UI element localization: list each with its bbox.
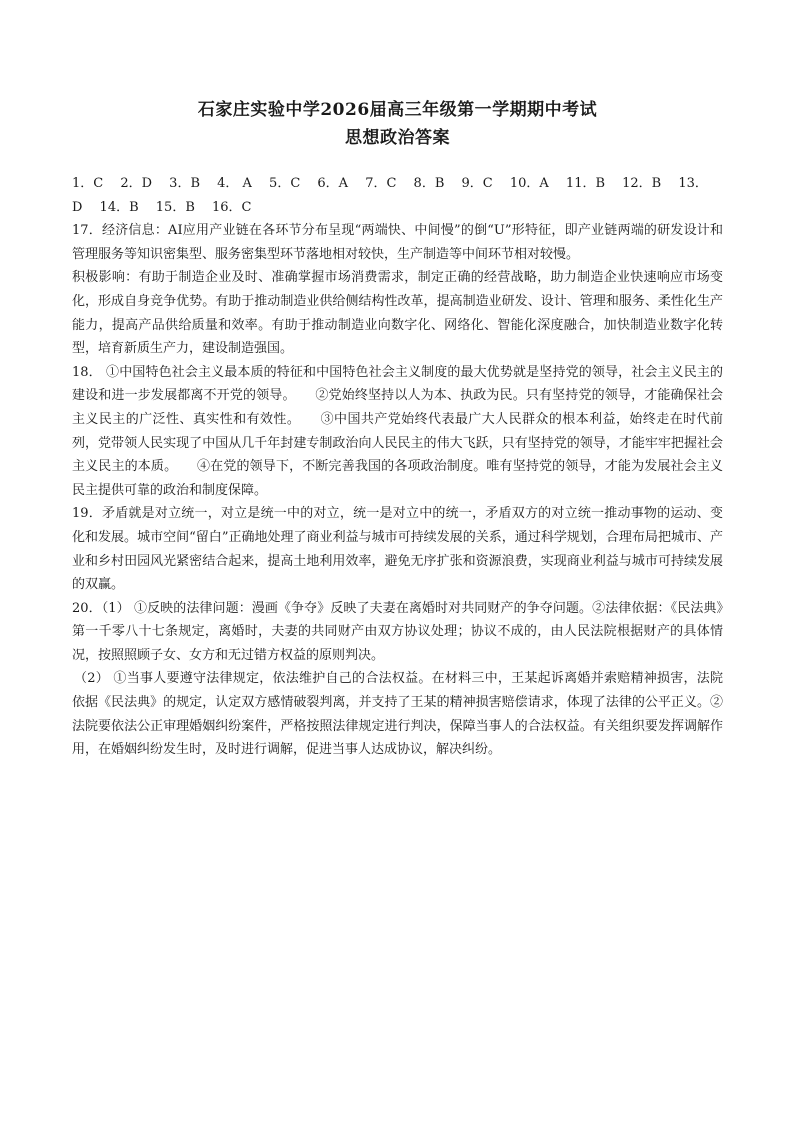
page-title: 石家庄实验中学2026届高三年级第一学期期中考试	[197, 100, 598, 120]
page-subtitle: 思想政治答案	[345, 128, 450, 148]
q17-economic-info: 17．经济信息：AI应用产业链在各环节分布呈现“两端快、中间慢”的倒“U”形特征，即产业链两端的研发设计和管理服务等知识密集型、服务密集型环节落地相对较快，生产制造等中间环节相对较慢。	[72, 223, 723, 262]
answer-content	[72, 172, 723, 762]
q20-part-2: （2） ①当事人要遵守法律规定，依法维护自己的合法权益。在材料三中，王某起诉离婚并索赔精神损害，法院依据《民法典》的规定，认定双方感情破裂判离，并支持了王某的精神损害赔偿请求，体现了法律的公平正义。②法院要依法公正审理婚姻纠纷案件，严格按照法律规定进行判决，保障当事人的合法权益。有关组织要发挥调解作用，在婚姻纠纷发生时，及时进行调解，促进当事人达成协议，解决纠纷。	[72, 671, 723, 758]
choice-answers-line-2: D 14．B 15．B 16．C	[72, 199, 252, 215]
q19-answer: 19．矛盾就是对立统一，对立是统一中的对立，统一是对立中的统一，矛盾双方的对立统一推动事物的运动、变化和发展。城市空间“留白”正确地处理了商业利益与城市可持续发展的关系，通过科学规划，合理布局把城市、产业和乡村田园风光紧密结合起来，提高土地利用效率，避免无序扩张和资源浪费，实现商业利益与城市可持续发展的双赢。	[72, 506, 723, 593]
choice-answers-line-1: 1．C 2．D 3．B 4． A 5．C 6．A 7．C 8．B 9．C 10．A 11．B 12．B 13．	[72, 176, 708, 191]
q20-part-1: 20．（1） ①反映的法律问题：漫画《争夺》反映了夫妻在离婚时对共同财产的争夺问题。②法律依据：《民法典》第一千零八十七条规定，离婚时，夫妻的共同财产由双方协议处理；协议不成的，由人民法院根据财产的具体情况，按照照顾子女、女方和无过错方权益的原则判决。	[72, 600, 723, 663]
q18-answer: 18． ①中国特色社会主义最本质的特征和中国特色社会主义制度的最大优势就是坚持党的领导，社会主义民主的建设和进一步发展都离不开党的领导。 ②党始终坚持以人为本、执政为民。只有坚持党的领导，才能确保社会主义民主的广泛性、真实性和有效性。 ③中国共产党始终代表最广大人民群众的根本利益，始终走在时代前列，党带领人民实现了中国从几千年封建专制政治向人民民主的伟大飞跃，只有坚持党的领导，才能牢牢把握社会主义民主的本质。 ④在党的领导下，不断完善我国的各项政治制度。唯有坚持党的领导，才能为发展社会主义民主提供可靠的政治和制度保障。	[72, 364, 723, 498]
q17-positive-impact: 积极影响：有助于制造企业及时、准确掌握市场消费需求，制定正确的经营战略，助力制造企业快速响应市场变化，形成自身竞争优势。有助于推动制造业供给侧结构性改革，提高制造业研发、设计、管理和服务、柔性化生产能力，提高产品供给质量和效率。有助于推动制造业向数字化、网络化、智能化深度融合，加快制造业数字化转型，培育新质生产力，建设制造强国。	[72, 270, 723, 357]
